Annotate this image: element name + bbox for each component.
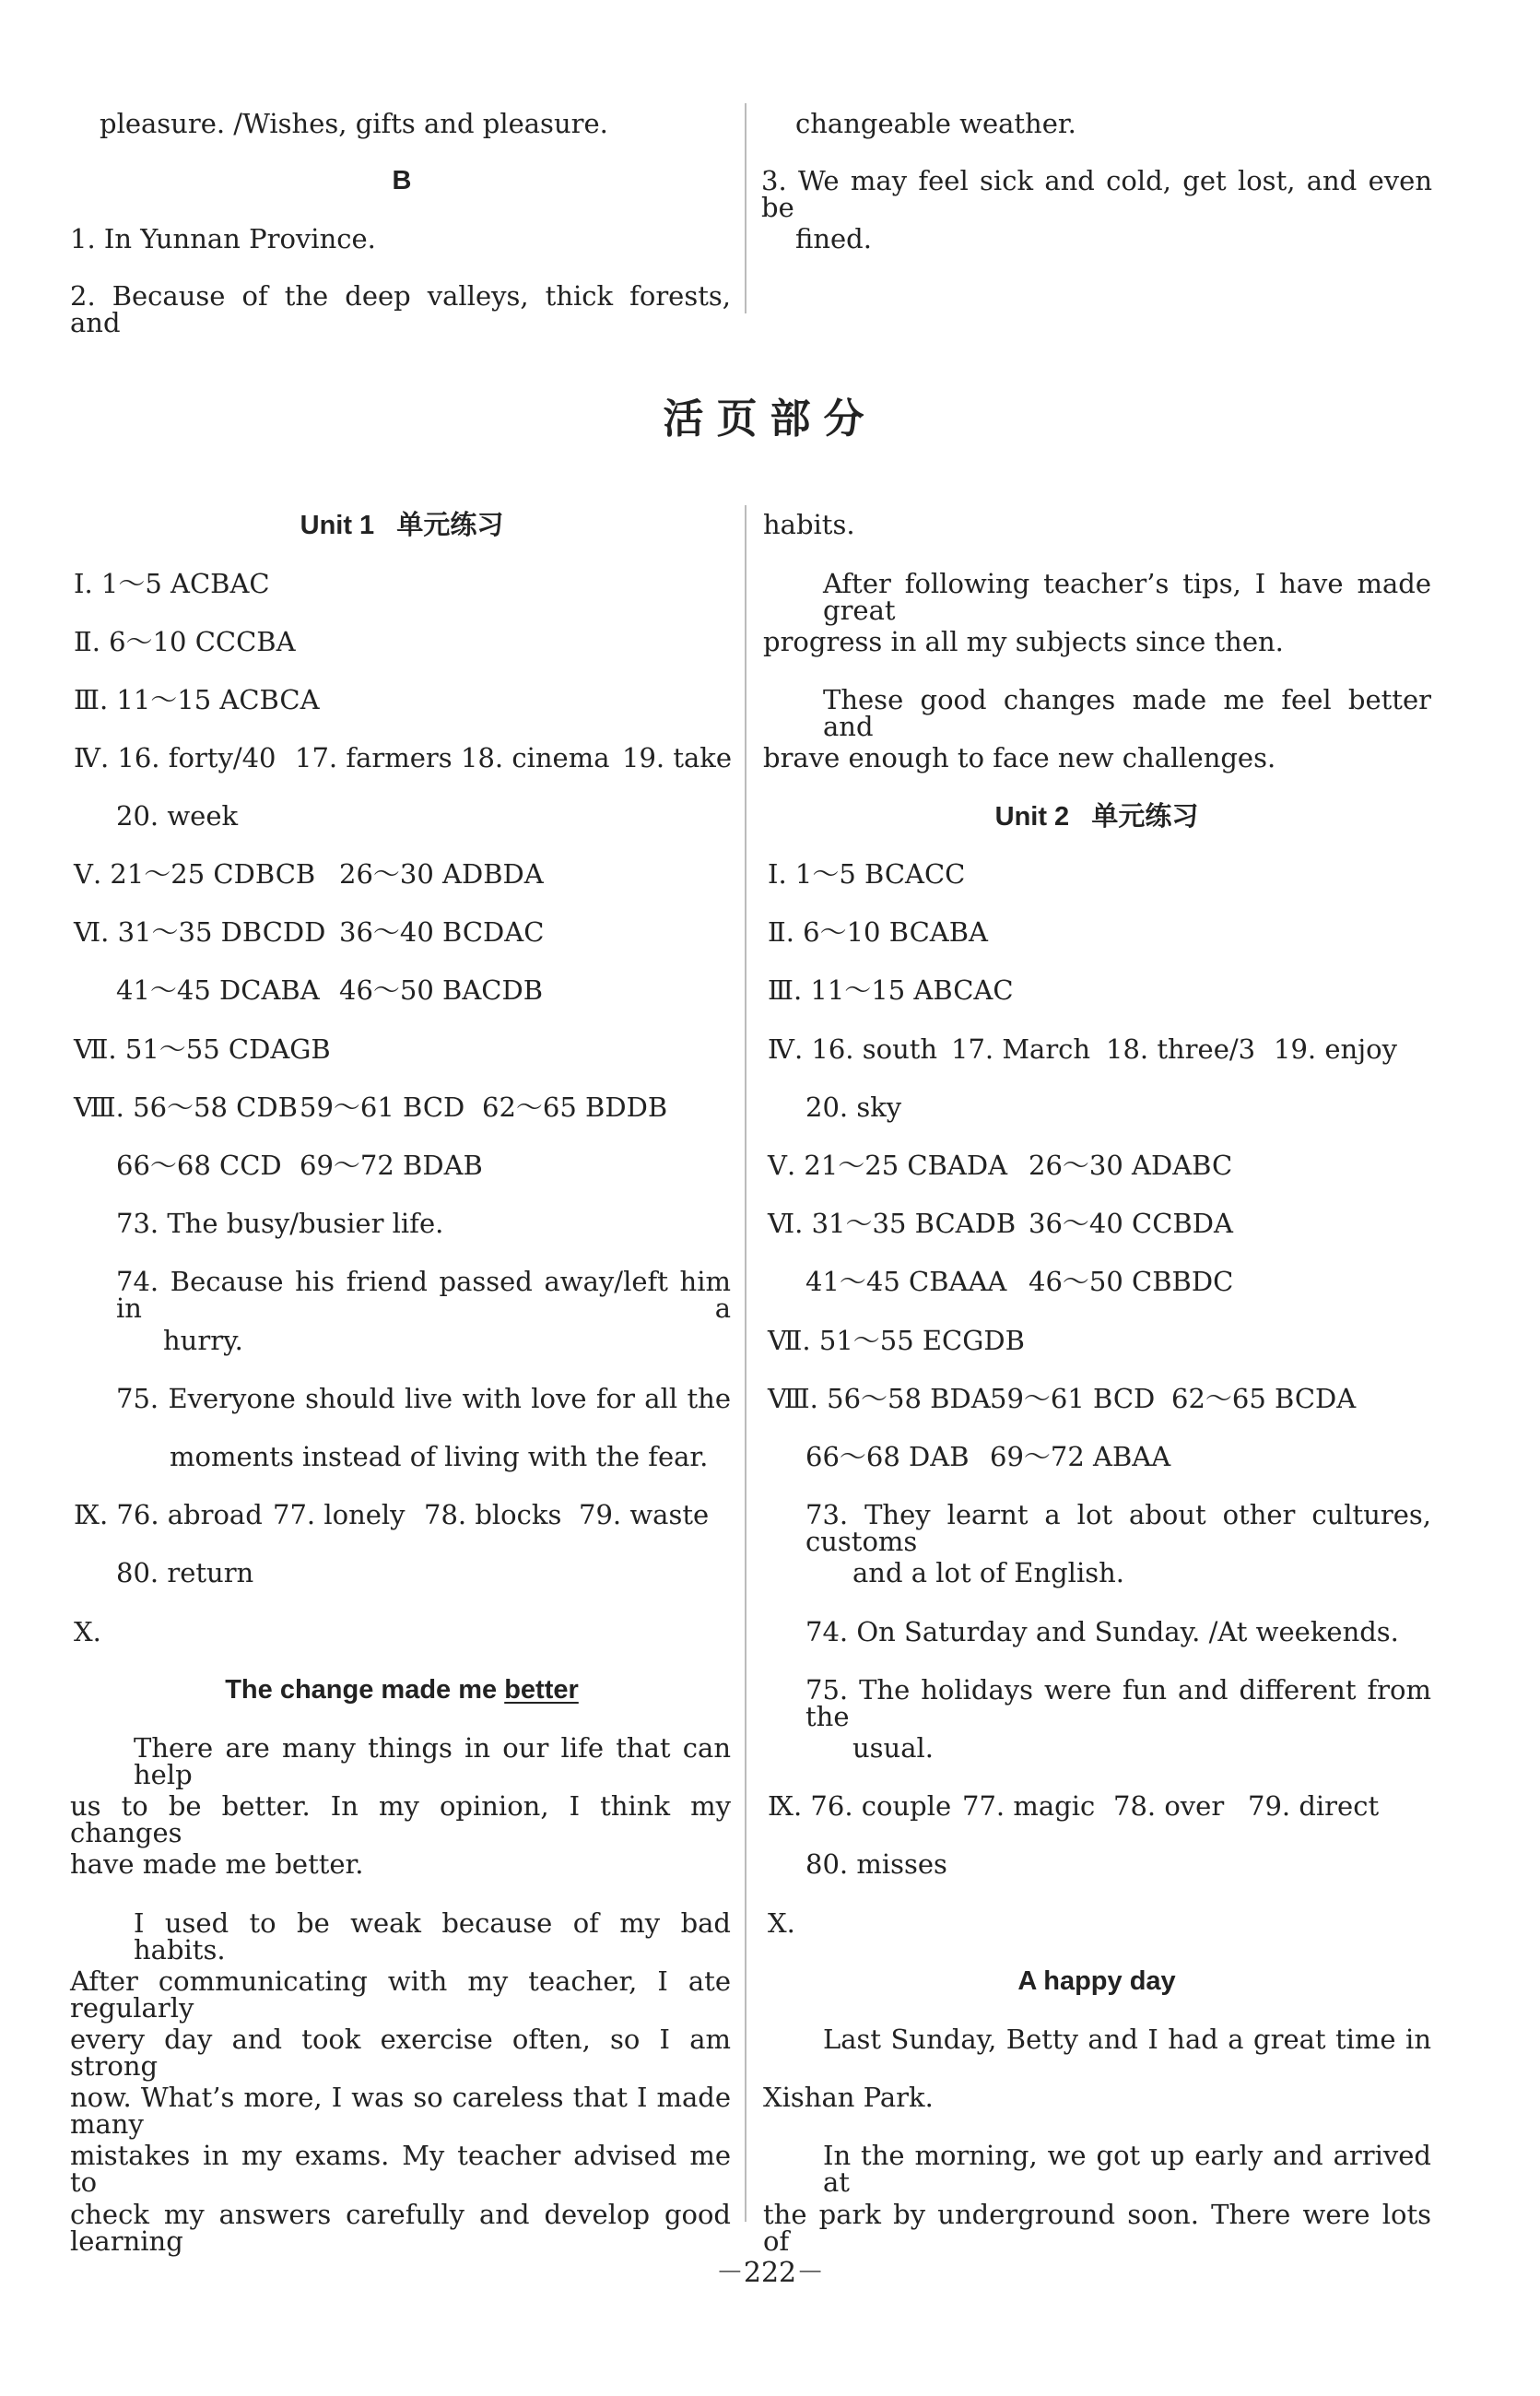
unit2-heading-cn: 单元练习 (1091, 800, 1199, 832)
answer-line: 46～50 CBBDC (1029, 1266, 1234, 1297)
answer-line: 78. over (1113, 1790, 1225, 1822)
answer-line: 75. The holidays were fun and different from the (805, 1674, 1431, 1732)
answer-line: Ⅰ. 1～5 ACBAC (74, 568, 270, 599)
answer-line: 66～68 DAB (805, 1441, 970, 1472)
answer-line: usual. (852, 1732, 935, 1764)
essay-line: In the morning, we got up early and arrived at (823, 2140, 1431, 2198)
answer-line: 66～68 CCD (116, 1150, 282, 1181)
answer-line: 69～72 BDAB (300, 1150, 483, 1181)
essay-line: There are many things in our life that can help (134, 1732, 731, 1790)
answer-line: Ⅱ. 6～10 BCABA (768, 916, 988, 948)
answer-line: Ⅲ. 11～15 ABCAC (768, 974, 1014, 1006)
answer-line: 62～65 BDDB (482, 1092, 668, 1123)
answer-line: 80. misses (805, 1848, 947, 1880)
text-line: 1. In Yunnan Province. (70, 223, 376, 254)
essay-line: progress in all my subjects since then. (763, 626, 1284, 657)
answer-line: 74. On Saturday and Sunday. /At weekends. (805, 1616, 1399, 1647)
answer-line: 26～30 ADABC (1029, 1150, 1233, 1181)
answer-line: Ⅴ. 21～25 CBADA (768, 1150, 1008, 1181)
essay-title (70, 1677, 734, 1704)
answer-line: 79. waste (579, 1499, 710, 1530)
essay-line: These good changes made me feel better and (823, 684, 1431, 742)
essay-title-main: The change made me (225, 1675, 498, 1705)
answer-line: 79. direct (1248, 1790, 1380, 1822)
answer-line: 17. farmers (295, 742, 453, 773)
answer-line: 19. take (622, 742, 733, 773)
text-line: pleasure. /Wishes, gifts and pleasure. (100, 108, 608, 139)
answer-line: Ⅹ. (768, 1907, 795, 1939)
essay-line: us to be better. In my opinion, I think my changes (70, 1790, 731, 1848)
unit1-heading-unit: Unit 1 (300, 511, 375, 540)
essay-line: Last Sunday, Betty and I had a great time in (823, 2024, 1431, 2055)
answer-line: 78. blocks (424, 1499, 562, 1530)
answer-line: 36～40 CCBDA (1029, 1208, 1233, 1239)
essay-line: Xishan Park. (763, 2082, 934, 2113)
unit1-column (0, 0, 745, 2257)
essay-title: A happy day (1017, 1966, 1176, 1996)
answer-line: Ⅲ. 11～15 ACBCA (74, 684, 320, 715)
answer-line: 80. return (116, 1557, 254, 1588)
answer-line: 59～61 BCD (990, 1383, 1156, 1414)
answer-line: Ⅵ. 31～35 DBCDD (74, 916, 326, 948)
answer-line: Ⅹ. (74, 1616, 101, 1647)
essay-line: the park by underground soon. There were lots of (763, 2199, 1431, 2257)
page-number: －222－ (715, 2257, 825, 2289)
unit2-heading (761, 800, 1432, 832)
answer-line: and a lot of English. (852, 1557, 1125, 1588)
answer-line: 20. sky (805, 1092, 902, 1123)
answer-line: 36～40 BCDAC (339, 916, 545, 948)
answer-line: Ⅷ. 56～58 BDA (768, 1383, 991, 1414)
answer-line: Ⅴ. 21～25 CDBCB (74, 858, 316, 890)
answer-line: Ⅱ. 6～10 CCCBA (74, 626, 296, 657)
essay-line: mistakes in my exams. My teacher advised me to (70, 2140, 731, 2198)
answer-line: moments instead of living with the fear. (170, 1441, 709, 1472)
essay-line: After following teacher’s tips, I have made great (823, 568, 1431, 626)
answer-line: 73. The busy/busier life. (116, 1208, 444, 1239)
section-heading-b: B (392, 166, 412, 195)
essay-line: I used to be weak because of my bad habits. (134, 1907, 731, 1965)
answer-line: 77. magic (962, 1790, 1096, 1822)
answer-line: 41～45 DCABA (116, 974, 320, 1006)
answer-line: Ⅳ. 16. south (768, 1033, 938, 1065)
answer-line: 26～30 ADBDA (339, 858, 544, 890)
answer-line: 69～72 ABAA (990, 1441, 1171, 1472)
answer-line: 74. Because his friend passed away/left him in a (116, 1266, 731, 1324)
answer-line: 62～65 BCDA (1171, 1383, 1357, 1414)
text-line: 3. We may feel sick and cold, get lost, and even be (761, 165, 1432, 223)
essay-line: check my answers carefully and develop good learning (70, 2199, 731, 2257)
unit1-heading-cn: 单元练习 (396, 509, 504, 540)
text-line: 2. Because of the deep valleys, thick forests, and (70, 280, 731, 338)
text-line: fined. (795, 223, 872, 254)
answer-line: 75. Everyone should live with love for all the (116, 1383, 731, 1414)
answer-line: 41～45 CBAAA (805, 1266, 1007, 1297)
answer-line: Ⅶ. 51～55 ECGDB (768, 1325, 1025, 1356)
answer-line: Ⅷ. 56～58 CDB (74, 1092, 298, 1123)
answer-line: 46～50 BACDB (339, 974, 544, 1006)
answer-line: Ⅰ. 1～5 BCACC (768, 858, 966, 890)
essay-line: After communicating with my teacher, I ate regularly (70, 1965, 731, 2024)
essay-line: every day and took exercise often, so I am strong (70, 2024, 731, 2082)
answer-line: Ⅸ. 76. couple (768, 1790, 952, 1822)
answer-line: 20. week (116, 800, 239, 832)
section-title: 活页部分 (663, 395, 877, 443)
answer-line: Ⅸ. 76. abroad (74, 1499, 263, 1530)
answer-line: 18. three/3 (1106, 1033, 1256, 1065)
answer-line: Ⅵ. 31～35 BCADB (768, 1208, 1017, 1239)
unit2-heading-unit: Unit 2 (994, 802, 1070, 832)
answer-line: 59～61 BCD (300, 1092, 465, 1123)
text-line: changeable weather. (795, 108, 1076, 139)
answer-line: 18. cinema (461, 742, 610, 773)
answer-line: 19. enjoy (1274, 1033, 1398, 1065)
essay-line: now. What’s more, I was so careless that I made many (70, 2082, 731, 2140)
answer-line: Ⅳ. 16. forty/40 (74, 742, 276, 773)
essay-title-underlined: better (504, 1675, 579, 1705)
answer-line: 77. lonely (273, 1499, 406, 1530)
answer-line: hurry. (163, 1325, 243, 1356)
unit1-heading (70, 509, 734, 540)
answer-line: 17. March (951, 1033, 1091, 1065)
essay-line: have made me better. (70, 1848, 364, 1880)
essay-line: brave enough to face new challenges. (763, 742, 1276, 773)
answer-line: 73. They learnt a lot about other cultures, customs (805, 1499, 1431, 1557)
unit2-column (745, 0, 1540, 2257)
essay-line: habits. (763, 509, 855, 540)
answer-line: Ⅶ. 51～55 CDAGB (74, 1033, 331, 1065)
